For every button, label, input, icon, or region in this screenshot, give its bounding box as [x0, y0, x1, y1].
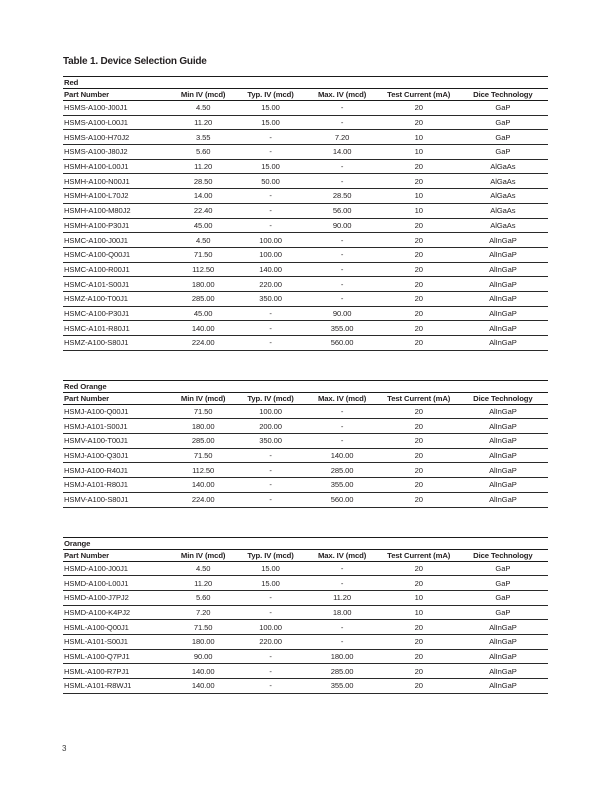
cell-min-iv: 28.50 — [170, 174, 237, 189]
cell-max-iv: - — [305, 101, 380, 116]
page-number: 3 — [62, 744, 67, 753]
cell-min-iv: 224.00 — [170, 492, 237, 507]
cell-test-current: 20 — [380, 679, 458, 694]
cell-test-current: 20 — [380, 620, 458, 635]
table-row — [63, 321, 548, 336]
cell-part-number: HSMD-A100-J00J1 — [63, 561, 170, 576]
cell-dice-technology: AlGaAs — [458, 174, 548, 189]
cell-min-iv: 180.00 — [170, 419, 237, 434]
cell-test-current: 20 — [380, 649, 458, 664]
cell-dice-technology: GaP — [458, 590, 548, 605]
table-row — [63, 590, 548, 605]
cell-typ-iv: 140.00 — [237, 262, 305, 277]
cell-max-iv: - — [305, 634, 380, 649]
cell-max-iv: - — [305, 404, 380, 419]
cell-max-iv: 355.00 — [305, 478, 380, 493]
device-table-orange — [63, 537, 548, 694]
table-row — [63, 159, 548, 174]
table-row — [63, 262, 548, 277]
cell-dice-technology: AlInGaP — [458, 404, 548, 419]
cell-typ-iv: 50.00 — [237, 174, 305, 189]
table-row — [63, 277, 548, 292]
cell-test-current: 20 — [380, 247, 458, 262]
table-row — [63, 336, 548, 351]
cell-typ-iv: - — [237, 463, 305, 478]
cell-typ-iv: - — [237, 130, 305, 145]
cell-max-iv: 560.00 — [305, 492, 380, 507]
cell-part-number: HSMS-A100-J00J1 — [63, 101, 170, 116]
cell-max-iv: - — [305, 115, 380, 130]
column-header-typ-iv: Typ. IV (mcd) — [237, 89, 305, 101]
cell-test-current: 10 — [380, 145, 458, 160]
cell-part-number: HSMJ-A101-S00J1 — [63, 419, 170, 434]
cell-min-iv: 7.20 — [170, 605, 237, 620]
cell-test-current: 20 — [380, 306, 458, 321]
cell-min-iv: 22.40 — [170, 203, 237, 218]
table-row — [63, 101, 548, 116]
cell-typ-iv: - — [237, 649, 305, 664]
cell-part-number: HSMV-A100-S80J1 — [63, 492, 170, 507]
cell-part-number: HSML-A100-Q7PJ1 — [63, 649, 170, 664]
table-row — [63, 576, 548, 591]
cell-min-iv: 224.00 — [170, 336, 237, 351]
cell-max-iv: 11.20 — [305, 590, 380, 605]
cell-test-current: 20 — [380, 159, 458, 174]
cell-typ-iv: 100.00 — [237, 404, 305, 419]
cell-min-iv: 140.00 — [170, 478, 237, 493]
cell-max-iv: 355.00 — [305, 321, 380, 336]
cell-min-iv: 14.00 — [170, 189, 237, 204]
cell-max-iv: 14.00 — [305, 145, 380, 160]
cell-typ-iv: - — [237, 664, 305, 679]
cell-typ-iv: 220.00 — [237, 634, 305, 649]
cell-typ-iv: 15.00 — [237, 576, 305, 591]
cell-part-number: HSMD-A100-J7PJ2 — [63, 590, 170, 605]
column-header-part-number: Part Number — [63, 392, 170, 404]
table-row — [63, 434, 548, 449]
cell-part-number: HSMH-A100-P30J1 — [63, 218, 170, 233]
cell-min-iv: 140.00 — [170, 664, 237, 679]
cell-test-current: 20 — [380, 404, 458, 419]
cell-part-number: HSMH-A100-L70J2 — [63, 189, 170, 204]
cell-typ-iv: - — [237, 679, 305, 694]
cell-typ-iv: 15.00 — [237, 561, 305, 576]
cell-part-number: HSMS-A100-H70J2 — [63, 130, 170, 145]
cell-typ-iv: 200.00 — [237, 419, 305, 434]
table-row — [63, 203, 548, 218]
cell-test-current: 20 — [380, 336, 458, 351]
cell-typ-iv: - — [237, 306, 305, 321]
cell-min-iv: 11.20 — [170, 576, 237, 591]
cell-dice-technology: AlInGaP — [458, 321, 548, 336]
cell-min-iv: 4.50 — [170, 233, 237, 248]
cell-test-current: 10 — [380, 189, 458, 204]
table-section-label: Red — [63, 77, 548, 89]
cell-max-iv: 180.00 — [305, 649, 380, 664]
cell-test-current: 20 — [380, 664, 458, 679]
column-header-min-iv: Min IV (mcd) — [170, 89, 237, 101]
column-header-dice-technology: Dice Technology — [458, 392, 548, 404]
table-section-row — [63, 537, 548, 549]
column-header-typ-iv: Typ. IV (mcd) — [237, 392, 305, 404]
cell-part-number: HSMJ-A101-R80J1 — [63, 478, 170, 493]
cell-part-number: HSMC-A100-P30J1 — [63, 306, 170, 321]
cell-max-iv: 140.00 — [305, 448, 380, 463]
table-row — [63, 404, 548, 419]
cell-typ-iv: 15.00 — [237, 115, 305, 130]
cell-typ-iv: - — [237, 605, 305, 620]
cell-min-iv: 3.55 — [170, 130, 237, 145]
table-header-row — [63, 392, 548, 404]
cell-min-iv: 4.50 — [170, 101, 237, 116]
cell-max-iv: - — [305, 291, 380, 306]
cell-max-iv: 90.00 — [305, 306, 380, 321]
cell-dice-technology: AlInGaP — [458, 233, 548, 248]
table-row — [63, 478, 548, 493]
cell-min-iv: 285.00 — [170, 434, 237, 449]
cell-typ-iv: 15.00 — [237, 101, 305, 116]
cell-dice-technology: AlInGaP — [458, 634, 548, 649]
cell-part-number: HSMV-A100-T00J1 — [63, 434, 170, 449]
table-row — [63, 679, 548, 694]
cell-part-number: HSMS-A100-L00J1 — [63, 115, 170, 130]
cell-typ-iv: - — [237, 478, 305, 493]
cell-test-current: 20 — [380, 321, 458, 336]
cell-part-number: HSMC-A100-J00J1 — [63, 233, 170, 248]
cell-min-iv: 45.00 — [170, 218, 237, 233]
cell-test-current: 10 — [380, 203, 458, 218]
cell-dice-technology: AlInGaP — [458, 262, 548, 277]
cell-min-iv: 180.00 — [170, 634, 237, 649]
cell-part-number: HSML-A101-R8WJ1 — [63, 679, 170, 694]
cell-dice-technology: GaP — [458, 561, 548, 576]
table-row — [63, 419, 548, 434]
cell-dice-technology: AlInGaP — [458, 434, 548, 449]
table-row — [63, 634, 548, 649]
table-row — [63, 174, 548, 189]
cell-min-iv: 140.00 — [170, 679, 237, 694]
table-row — [63, 463, 548, 478]
column-header-dice-technology: Dice Technology — [458, 549, 548, 561]
cell-max-iv: 355.00 — [305, 679, 380, 694]
cell-part-number: HSML-A100-R7PJ1 — [63, 664, 170, 679]
table-row — [63, 664, 548, 679]
cell-part-number: HSML-A100-Q00J1 — [63, 620, 170, 635]
cell-max-iv: 285.00 — [305, 463, 380, 478]
cell-typ-iv: - — [237, 492, 305, 507]
cell-part-number: HSMZ-A100-T00J1 — [63, 291, 170, 306]
cell-max-iv: 90.00 — [305, 218, 380, 233]
cell-part-number: HSMJ-A100-Q30J1 — [63, 448, 170, 463]
table-row — [63, 115, 548, 130]
cell-part-number: HSMD-A100-K4PJ2 — [63, 605, 170, 620]
cell-part-number: HSMZ-A100-S80J1 — [63, 336, 170, 351]
cell-dice-technology: AlInGaP — [458, 664, 548, 679]
cell-test-current: 10 — [380, 590, 458, 605]
cell-part-number: HSMH-A100-L00J1 — [63, 159, 170, 174]
cell-part-number: HSMS-A100-J80J2 — [63, 145, 170, 160]
device-table-red — [63, 76, 548, 351]
cell-typ-iv: 100.00 — [237, 247, 305, 262]
cell-dice-technology: AlInGaP — [458, 336, 548, 351]
cell-test-current: 20 — [380, 115, 458, 130]
cell-min-iv: 71.50 — [170, 448, 237, 463]
cell-test-current: 20 — [380, 291, 458, 306]
column-header-max-iv: Max. IV (mcd) — [305, 89, 380, 101]
device-selection-tables — [63, 76, 548, 694]
column-header-typ-iv: Typ. IV (mcd) — [237, 549, 305, 561]
table-row — [63, 291, 548, 306]
cell-min-iv: 112.50 — [170, 463, 237, 478]
cell-max-iv: - — [305, 561, 380, 576]
cell-min-iv: 285.00 — [170, 291, 237, 306]
cell-typ-iv: - — [237, 321, 305, 336]
cell-test-current: 20 — [380, 218, 458, 233]
cell-test-current: 20 — [380, 463, 458, 478]
cell-min-iv: 5.60 — [170, 590, 237, 605]
cell-test-current: 20 — [380, 277, 458, 292]
cell-max-iv: 7.20 — [305, 130, 380, 145]
cell-min-iv: 11.20 — [170, 159, 237, 174]
cell-max-iv: - — [305, 419, 380, 434]
column-header-test-current: Test Current (mA) — [380, 89, 458, 101]
cell-test-current: 20 — [380, 576, 458, 591]
cell-test-current: 20 — [380, 448, 458, 463]
cell-max-iv: - — [305, 174, 380, 189]
cell-typ-iv: 220.00 — [237, 277, 305, 292]
cell-part-number: HSMC-A100-Q00J1 — [63, 247, 170, 262]
cell-test-current: 20 — [380, 492, 458, 507]
cell-test-current: 20 — [380, 419, 458, 434]
cell-max-iv: 18.00 — [305, 605, 380, 620]
column-header-max-iv: Max. IV (mcd) — [305, 392, 380, 404]
column-header-test-current: Test Current (mA) — [380, 549, 458, 561]
cell-dice-technology: AlInGaP — [458, 277, 548, 292]
table-row — [63, 145, 548, 160]
table-row — [63, 561, 548, 576]
table-row — [63, 649, 548, 664]
cell-test-current: 20 — [380, 478, 458, 493]
cell-typ-iv: 350.00 — [237, 434, 305, 449]
cell-dice-technology: AlInGaP — [458, 679, 548, 694]
cell-dice-technology: AlInGaP — [458, 478, 548, 493]
cell-part-number: HSMH-A100-M80J2 — [63, 203, 170, 218]
cell-test-current: 20 — [380, 174, 458, 189]
cell-typ-iv: - — [237, 448, 305, 463]
cell-dice-technology: GaP — [458, 130, 548, 145]
table-header-row — [63, 89, 548, 101]
cell-dice-technology: GaP — [458, 576, 548, 591]
cell-max-iv: - — [305, 576, 380, 591]
cell-test-current: 20 — [380, 434, 458, 449]
cell-min-iv: 5.60 — [170, 145, 237, 160]
cell-min-iv: 71.50 — [170, 247, 237, 262]
cell-typ-iv: - — [237, 590, 305, 605]
cell-dice-technology: AlGaAs — [458, 159, 548, 174]
table-row — [63, 130, 548, 145]
cell-part-number: HSMJ-A100-Q00J1 — [63, 404, 170, 419]
cell-min-iv: 180.00 — [170, 277, 237, 292]
cell-dice-technology: GaP — [458, 605, 548, 620]
cell-test-current: 20 — [380, 101, 458, 116]
cell-dice-technology: AlInGaP — [458, 463, 548, 478]
cell-max-iv: - — [305, 434, 380, 449]
device-table-red-orange — [63, 380, 548, 508]
table-row — [63, 620, 548, 635]
cell-typ-iv: 15.00 — [237, 159, 305, 174]
cell-min-iv: 4.50 — [170, 561, 237, 576]
page-title: Table 1. Device Selection Guide — [63, 56, 207, 67]
cell-dice-technology: GaP — [458, 115, 548, 130]
cell-test-current: 20 — [380, 561, 458, 576]
cell-typ-iv: - — [237, 336, 305, 351]
table-row — [63, 189, 548, 204]
cell-dice-technology: AlInGaP — [458, 291, 548, 306]
cell-max-iv: - — [305, 262, 380, 277]
cell-min-iv: 90.00 — [170, 649, 237, 664]
cell-max-iv: 285.00 — [305, 664, 380, 679]
table-section-row — [63, 77, 548, 89]
cell-dice-technology: AlInGaP — [458, 419, 548, 434]
column-header-part-number: Part Number — [63, 89, 170, 101]
cell-dice-technology: AlInGaP — [458, 649, 548, 664]
cell-dice-technology: AlInGaP — [458, 492, 548, 507]
table-row — [63, 247, 548, 262]
cell-max-iv: - — [305, 233, 380, 248]
cell-max-iv: - — [305, 159, 380, 174]
column-header-min-iv: Min IV (mcd) — [170, 392, 237, 404]
cell-dice-technology: AlInGaP — [458, 620, 548, 635]
cell-part-number: HSMH-A100-N00J1 — [63, 174, 170, 189]
cell-max-iv: - — [305, 247, 380, 262]
cell-typ-iv: - — [237, 189, 305, 204]
table-row — [63, 605, 548, 620]
cell-dice-technology: AlGaAs — [458, 218, 548, 233]
cell-typ-iv: - — [237, 218, 305, 233]
cell-min-iv: 140.00 — [170, 321, 237, 336]
column-header-max-iv: Max. IV (mcd) — [305, 549, 380, 561]
cell-min-iv: 71.50 — [170, 404, 237, 419]
cell-dice-technology: AlInGaP — [458, 247, 548, 262]
cell-dice-technology: AlGaAs — [458, 203, 548, 218]
cell-part-number: HSMJ-A100-R40J1 — [63, 463, 170, 478]
cell-max-iv: - — [305, 277, 380, 292]
table-section-label: Red Orange — [63, 380, 548, 392]
column-header-min-iv: Min IV (mcd) — [170, 549, 237, 561]
cell-typ-iv: 100.00 — [237, 620, 305, 635]
cell-max-iv: 560.00 — [305, 336, 380, 351]
table-row — [63, 218, 548, 233]
table-row — [63, 492, 548, 507]
cell-typ-iv: - — [237, 203, 305, 218]
cell-dice-technology: AlInGaP — [458, 448, 548, 463]
cell-dice-technology: GaP — [458, 101, 548, 116]
page-content — [63, 56, 548, 694]
table-row — [63, 448, 548, 463]
table-row — [63, 306, 548, 321]
table-section-label: Orange — [63, 537, 548, 549]
column-header-test-current: Test Current (mA) — [380, 392, 458, 404]
table-header-row — [63, 549, 548, 561]
cell-test-current: 20 — [380, 634, 458, 649]
table-row — [63, 233, 548, 248]
cell-min-iv: 112.50 — [170, 262, 237, 277]
cell-part-number: HSMD-A100-L00J1 — [63, 576, 170, 591]
cell-typ-iv: 100.00 — [237, 233, 305, 248]
cell-min-iv: 71.50 — [170, 620, 237, 635]
cell-max-iv: 56.00 — [305, 203, 380, 218]
cell-test-current: 20 — [380, 262, 458, 277]
column-header-dice-technology: Dice Technology — [458, 89, 548, 101]
cell-test-current: 20 — [380, 233, 458, 248]
cell-typ-iv: - — [237, 145, 305, 160]
cell-min-iv: 11.20 — [170, 115, 237, 130]
cell-dice-technology: AlInGaP — [458, 306, 548, 321]
cell-part-number: HSML-A101-S00J1 — [63, 634, 170, 649]
cell-test-current: 10 — [380, 605, 458, 620]
cell-test-current: 10 — [380, 130, 458, 145]
cell-part-number: HSMC-A101-S00J1 — [63, 277, 170, 292]
column-header-part-number: Part Number — [63, 549, 170, 561]
cell-typ-iv: 350.00 — [237, 291, 305, 306]
cell-part-number: HSMC-A100-R00J1 — [63, 262, 170, 277]
cell-dice-technology: AlGaAs — [458, 189, 548, 204]
cell-max-iv: 28.50 — [305, 189, 380, 204]
cell-part-number: HSMC-A101-R80J1 — [63, 321, 170, 336]
cell-max-iv: - — [305, 620, 380, 635]
cell-dice-technology: GaP — [458, 145, 548, 160]
table-section-row — [63, 380, 548, 392]
cell-min-iv: 45.00 — [170, 306, 237, 321]
